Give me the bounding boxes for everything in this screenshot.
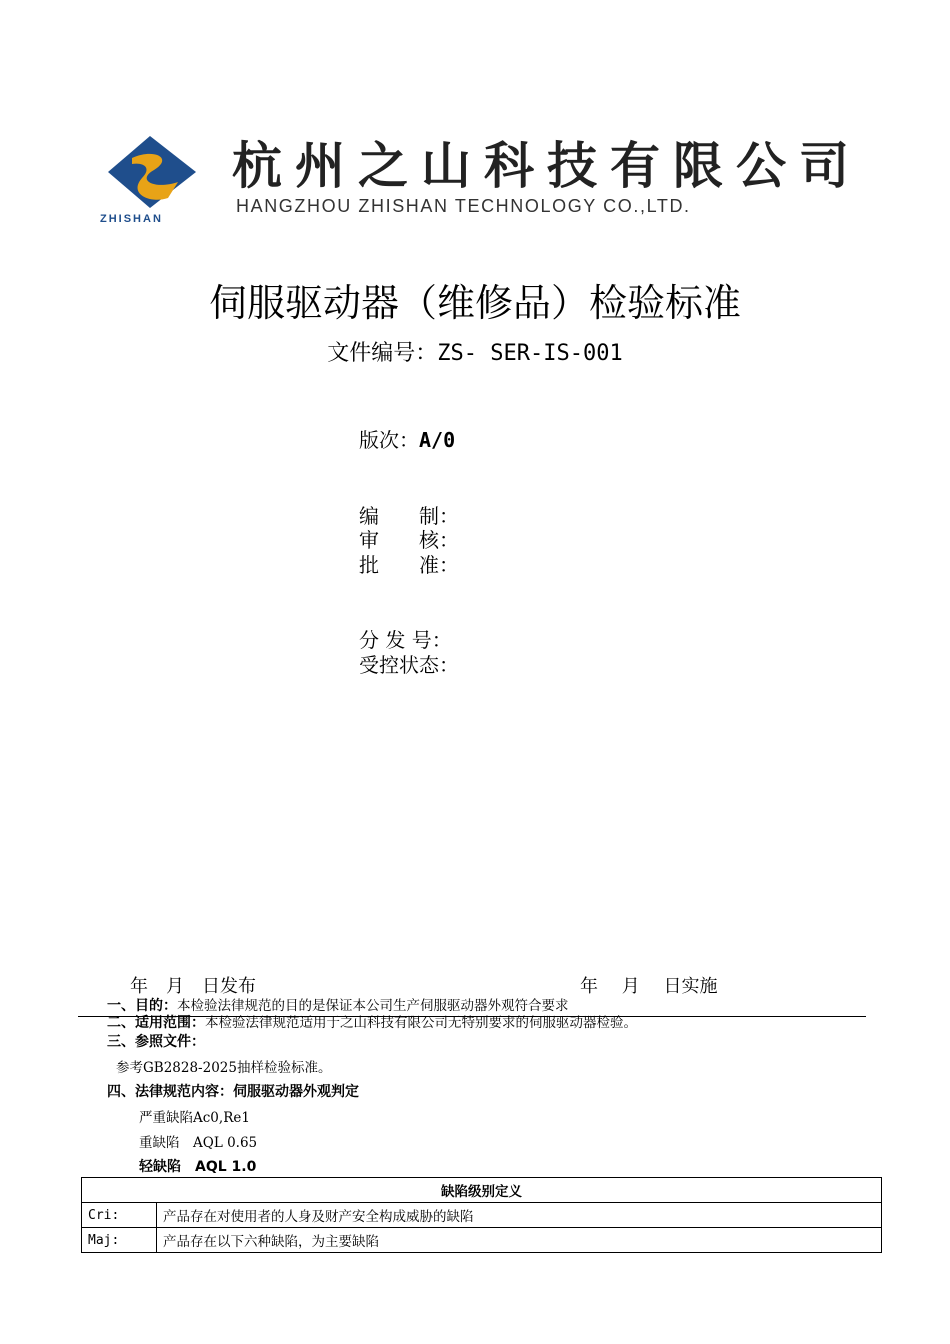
publish-date: 年 月 日发布 [130,976,256,997]
reference-heading [107,1031,205,1051]
defect-code: Cri: [82,1203,157,1228]
document-title: 伺服驱动器（维修品）检验标准 [208,281,741,325]
company-name-en: HANGZHOU ZHISHAN TECHNOLOGY CO.,LTD. [236,196,691,216]
zhishan-logo-icon [98,128,208,224]
company-name-cn: 杭州之山科技有限公司 [232,136,862,195]
company-logo [92,120,862,225]
distribution-field: 分 发 号： [359,628,452,652]
defect-code: Maj: [82,1228,157,1253]
review-field: 审 核： [359,528,459,552]
logo-wordmark: ZHISHAN [100,213,163,224]
document-number-value: ZS- SER-IS-001 [437,341,623,366]
version-label: 版次： [359,428,419,452]
approve-field: 批 准： [359,553,459,577]
defect-level-table [81,1177,882,1253]
content-heading [107,1081,359,1101]
minor-defect-text: 轻缺陷 AQL 1.0 [139,1159,257,1175]
minor-defect-line [139,1156,256,1176]
table-header: 缺陷级别定义 [82,1178,882,1203]
table-header-row [82,1178,882,1203]
table-row [82,1228,882,1253]
purpose-text: 本检验法律规范的目的是保证本公司生产伺服驱动器外观符合要求 [177,998,569,1014]
scope-heading: 二、适用范围： [107,1015,205,1031]
table-row [82,1203,882,1228]
compile-field: 编 制： [359,504,459,528]
content-heading-text: 四、法律规范内容：伺服驱动器外观判定 [107,1084,359,1100]
document-number [0,336,950,367]
defect-description: 产品存在以下六种缺陷，为主要缺陷 [157,1228,882,1253]
reference-heading-text: 三、参照文件： [107,1034,205,1050]
control-status-field: 受控状态： [359,653,459,677]
reference-text: 参考GB2828-2025抽样检验标准。 [116,1060,332,1076]
defect-description: 产品存在对使用者的人身及财产安全构成威胁的缺陷 [157,1203,882,1228]
critical-defect-line: 严重缺陷Ac0,Re1 [139,1110,250,1126]
section-scope [107,1011,637,1032]
implement-date: 年 月 日实施 [580,976,718,997]
major-defect-line: 重缺陷 AQL 0.65 [139,1135,258,1151]
document-number-label: 文件编号： [327,341,438,366]
version-field [359,424,455,453]
version-value: A/0 [419,428,456,452]
purpose-heading: 一、目的： [107,998,177,1014]
scope-text: 本检验法律规范适用于之山科技有限公司无特别要求的伺服驱动器检验。 [205,1015,637,1031]
